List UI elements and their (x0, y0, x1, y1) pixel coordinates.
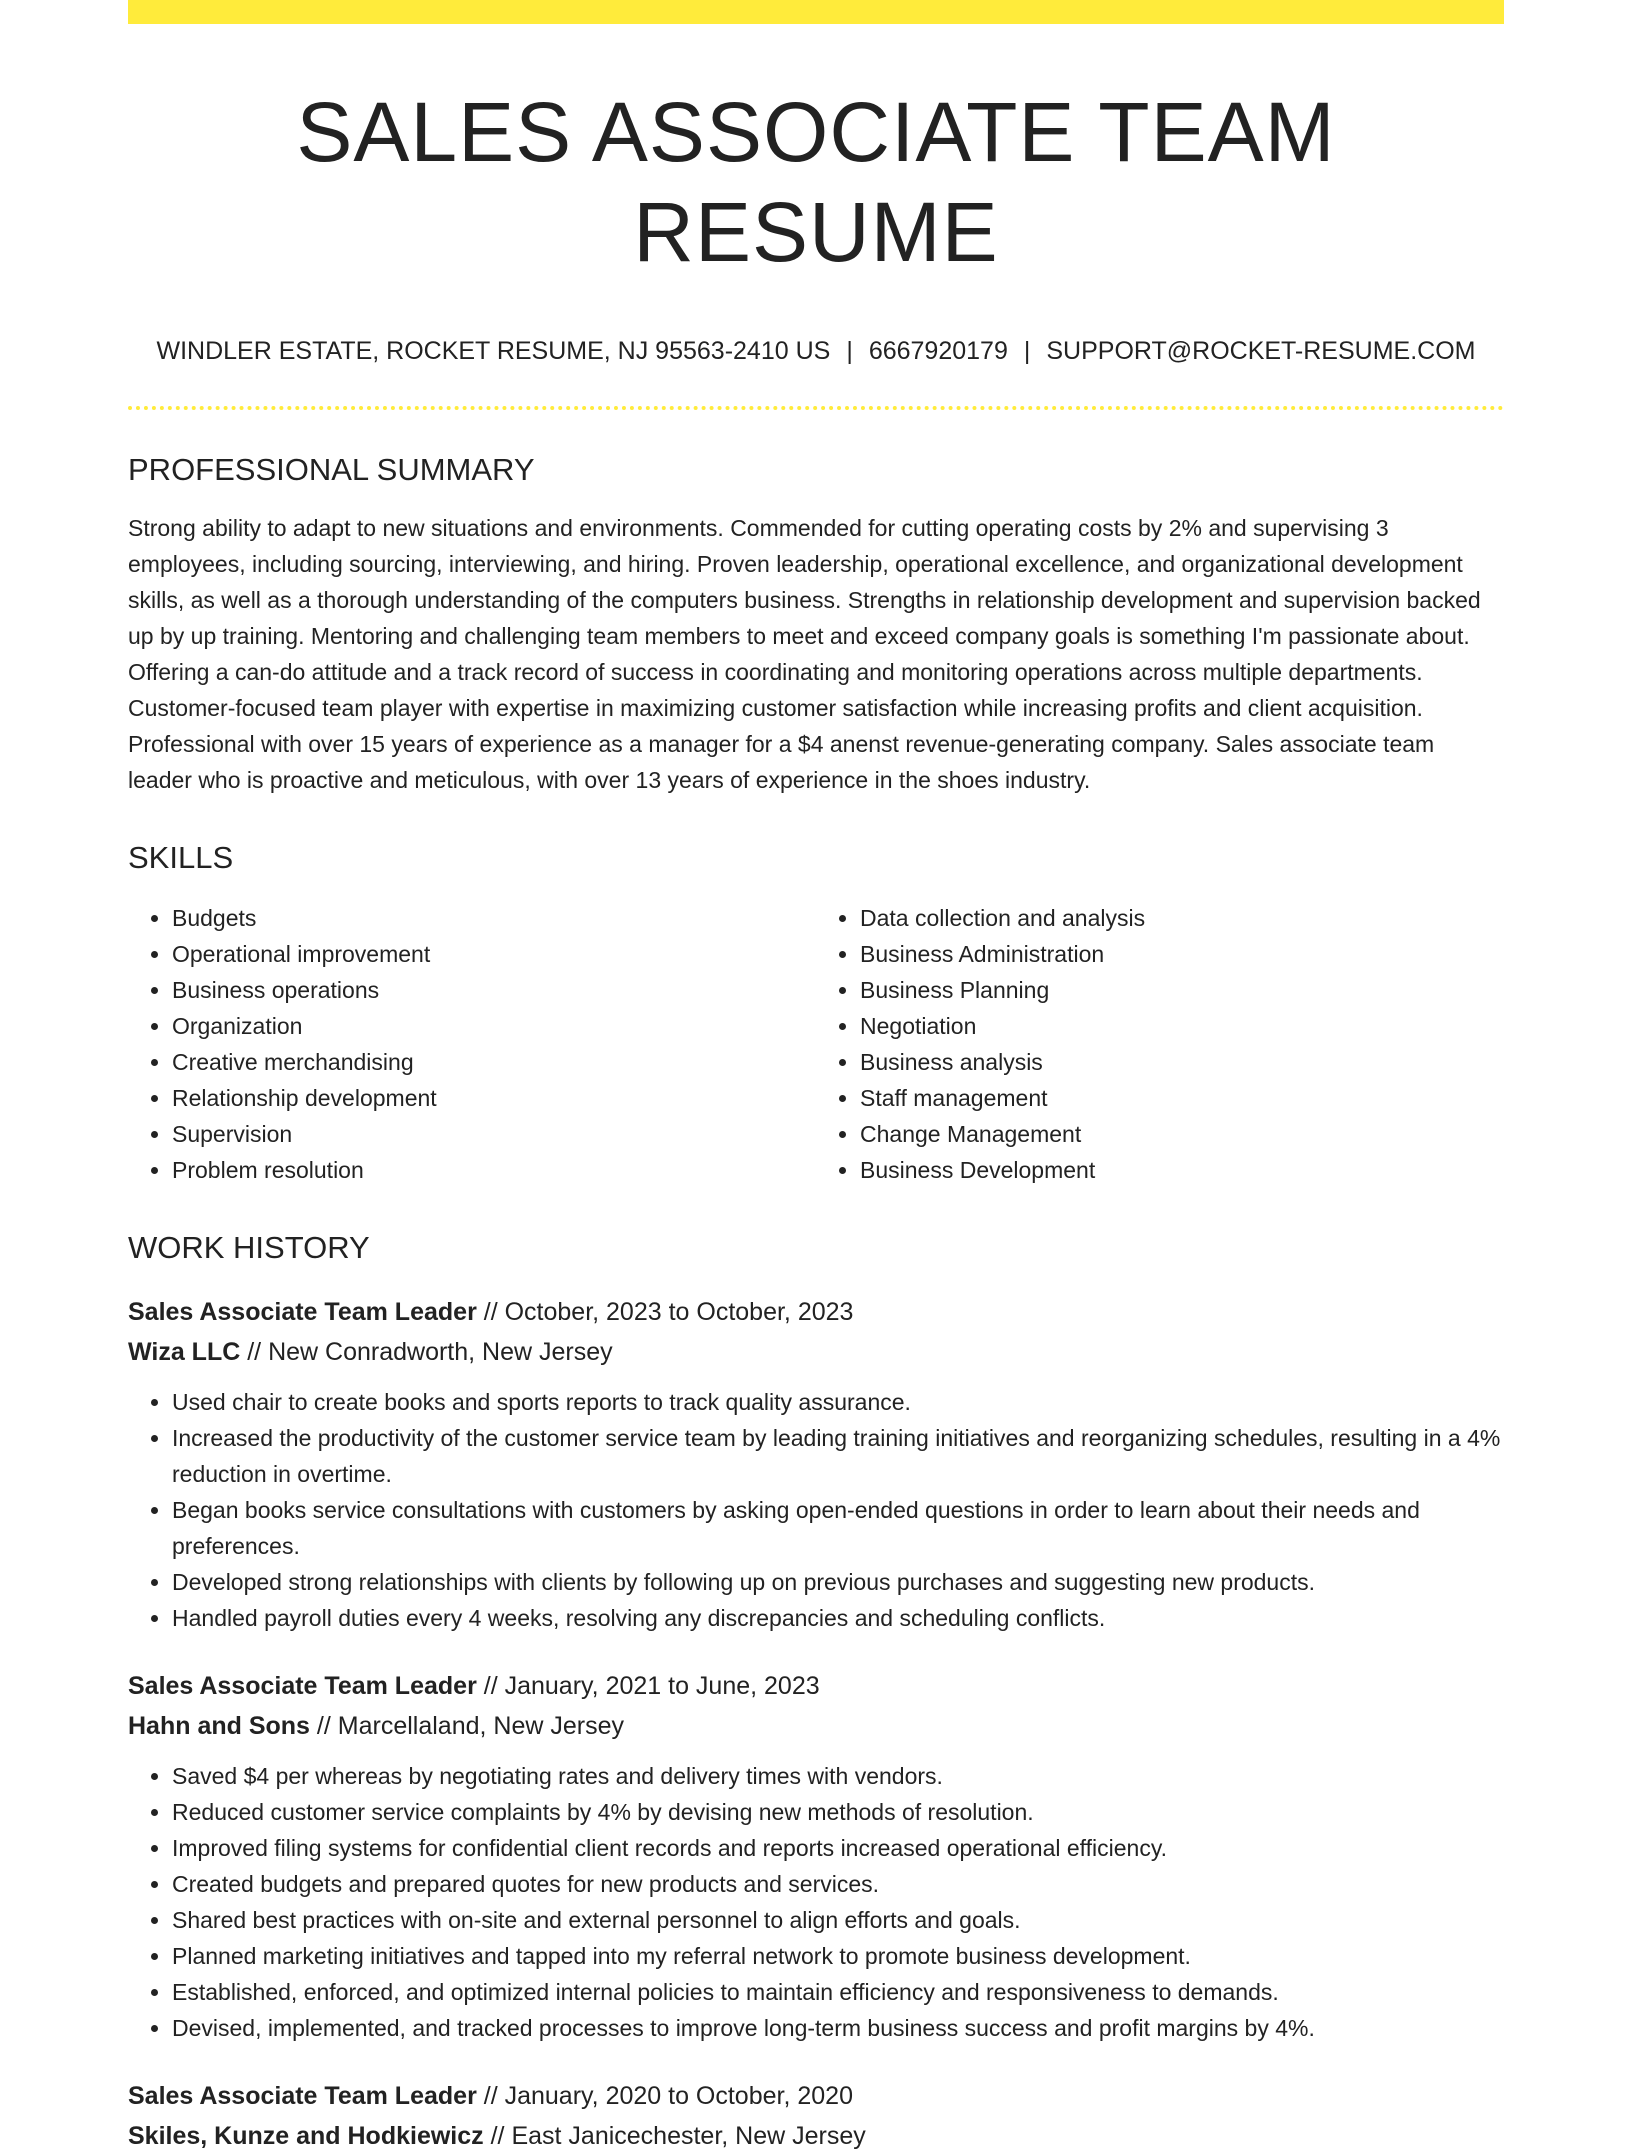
resume-title: SALES ASSOCIATE TEAM RESUME (296, 85, 1336, 279)
work-history-heading: WORK HISTORY (128, 1230, 370, 1265)
job-bullet: • Developed strong relationships with clients by following up on previous purchases and suggesting new products. (172, 1564, 1504, 1600)
skill-item: • Supervision (172, 1116, 816, 1152)
job-company: Skiles, Kunze and Hodkiewicz (128, 2122, 484, 2150)
contact-address: WINDLER ESTATE, ROCKET RESUME, NJ 95563-2410 US (156, 337, 831, 365)
skill-item: • Business Planning (860, 972, 1504, 1008)
job-company: Wiza LLC (128, 1338, 241, 1366)
work-history-section (128, 1292, 1504, 2156)
job-title: Sales Associate Team Leader (128, 2082, 477, 2110)
job-bullet: • Began books service consultations with customers by asking open-ended questions in order to learn about their needs and preferences. (172, 1492, 1504, 1564)
job-entry (128, 1666, 1504, 2046)
job-title-line (128, 1292, 1504, 1332)
job-entry (128, 2076, 1504, 2156)
contact-line (128, 336, 1504, 366)
job-company-line (128, 2116, 1504, 2156)
job-location: // Marcellaland, New Jersey (316, 1712, 624, 1740)
job-title: Sales Associate Team Leader (128, 1298, 477, 1326)
job-bullet: • Shared best practices with on-site and external personnel to align efforts and goals. (172, 1902, 1504, 1938)
contact-email: SUPPORT@ROCKET-RESUME.COM (1046, 337, 1476, 365)
skills-section (128, 900, 1504, 1188)
contact-phone: 6667920179 (868, 337, 1008, 365)
job-bullet: • Increased the productivity of the customer service team by leading training initiatives and reorganizing schedules, resulting in a 4% reduction in overtime. (172, 1420, 1504, 1492)
contact-separator: | (846, 337, 853, 365)
job-bullets (128, 1384, 1504, 1636)
job-bullet: • Reduced customer service complaints by 4% by devising new methods of resolution. (172, 1794, 1504, 1830)
skills-list-left (128, 900, 816, 1188)
job-bullet: • Planned marketing initiatives and tapped into my referral network to promote business development. (172, 1938, 1504, 1974)
job-bullets (128, 1758, 1504, 2046)
skill-item: • Business analysis (860, 1044, 1504, 1080)
job-dates: // January, 2020 to October, 2020 (483, 2082, 853, 2110)
job-bullet: • Improved filing systems for confidential client records and reports increased operational efficiency. (172, 1830, 1504, 1866)
skill-item: • Operational improvement (172, 936, 816, 972)
skill-item: • Data collection and analysis (860, 900, 1504, 936)
job-bullet: • Devised, implemented, and tracked processes to improve long-term business success and profit margins by 4%. (172, 2010, 1504, 2046)
job-title-line (128, 2076, 1504, 2116)
skill-item: • Organization (172, 1008, 816, 1044)
job-bullet: • Created budgets and prepared quotes for new products and services. (172, 1866, 1504, 1902)
job-dates: // January, 2021 to June, 2023 (483, 1672, 820, 1700)
skill-item: • Relationship development (172, 1080, 816, 1116)
job-company-line (128, 1706, 1504, 1746)
summary-heading: PROFESSIONAL SUMMARY (128, 452, 535, 487)
job-bullet: • Saved $4 per whereas by negotiating rates and delivery times with vendors. (172, 1758, 1504, 1794)
job-location: // East Janicechester, New Jersey (490, 2122, 866, 2150)
job-company-line (128, 1332, 1504, 1372)
skill-item: • Staff management (860, 1080, 1504, 1116)
skill-item: • Negotiation (860, 1008, 1504, 1044)
job-company: Hahn and Sons (128, 1712, 310, 1740)
summary-text: Strong ability to adapt to new situations and environments. Commended for cutting operating costs by 2% and supervising 3 employees, including sourcing, interviewing, and hiring. Proven leadership, operational excellence, and organizational development skills, as well as a thorough understanding of the computers business. Strengths in relationship development and supervision backed up by up training. Mentoring and challenging team members to meet and exceed company goals is something I'm passionate about. Offering a can-do attitude and a track record of success in coordinating and monitoring operations across multiple departments. Customer-focused team player with expertise in maximizing customer satisfaction while increasing profits and client acquisition. Professional with over 15 years of experience as a manager for a $4 anenst revenue-generating company. Sales associate team leader who is proactive and meticulous, with over 13 years of experience in the shoes industry. (128, 515, 1481, 793)
resume-content (128, 24, 1504, 2156)
skill-item: • Business operations (172, 972, 816, 1008)
skills-list-right (816, 900, 1504, 1188)
header-divider (128, 406, 1504, 410)
contact-separator: | (1023, 337, 1031, 365)
skills-heading: SKILLS (128, 840, 234, 875)
job-entry (128, 1292, 1504, 1636)
job-bullet: • Used chair to create books and sports reports to track quality assurance. (172, 1384, 1504, 1420)
skill-item: • Problem resolution (172, 1152, 816, 1188)
skill-item: • Change Management (860, 1116, 1504, 1152)
skill-item: • Budgets (172, 900, 816, 936)
job-bullet: • Established, enforced, and optimized internal policies to maintain efficiency and responsiveness to demands. (172, 1974, 1504, 2010)
skill-item: • Business Development (860, 1152, 1504, 1188)
top-accent-bar (128, 0, 1504, 24)
skill-item: • Business Administration (860, 936, 1504, 972)
skill-item: • Creative merchandising (172, 1044, 816, 1080)
job-dates: // October, 2023 to October, 2023 (483, 1298, 854, 1326)
job-location: // New Conradworth, New Jersey (247, 1338, 613, 1366)
job-bullet: • Handled payroll duties every 4 weeks, resolving any discrepancies and scheduling conflicts. (172, 1600, 1504, 1636)
job-title: Sales Associate Team Leader (128, 1672, 477, 1700)
job-title-line (128, 1666, 1504, 1706)
